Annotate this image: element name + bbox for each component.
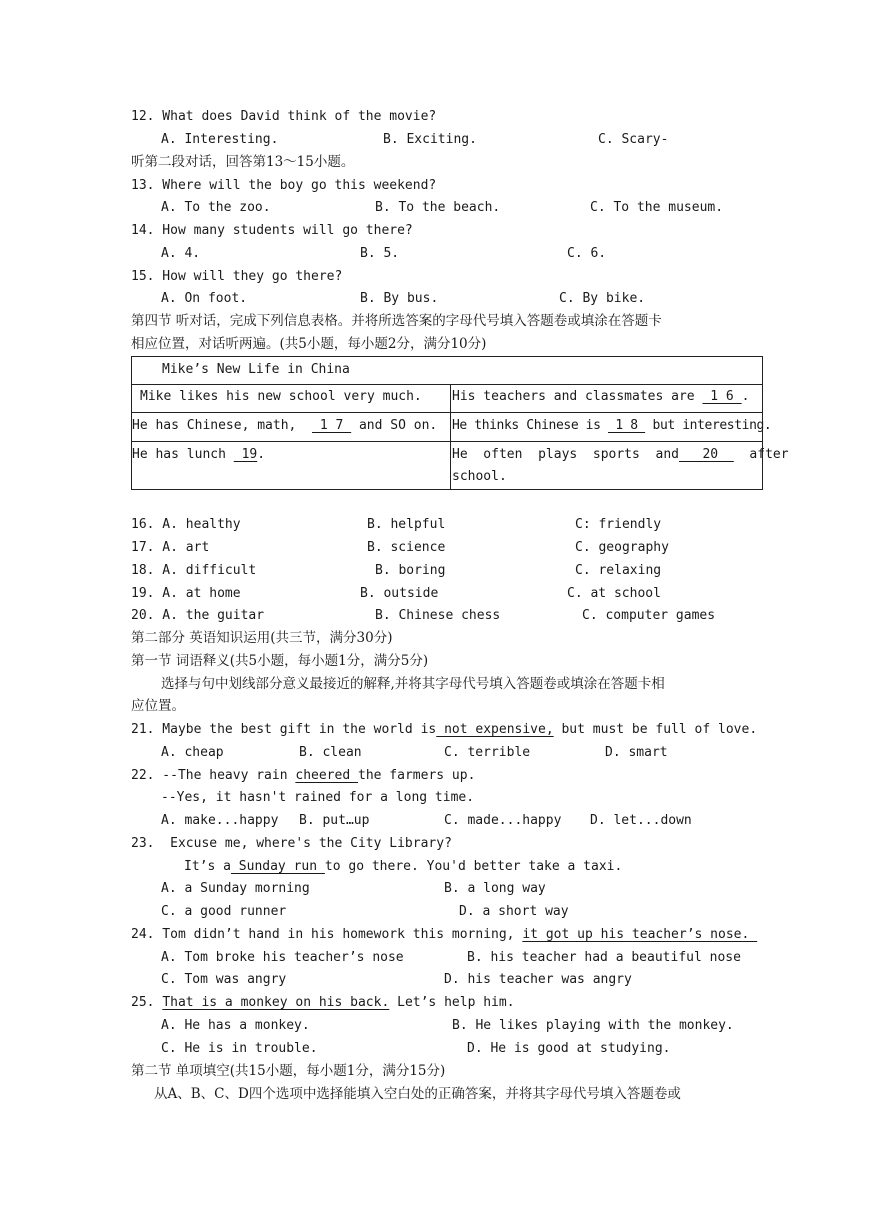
q14-option-c: C. 6. <box>567 246 607 261</box>
q15-option-c: C. By bike. <box>559 291 646 306</box>
blank-19: 19 <box>233 447 258 462</box>
q18-option-c: C. relaxing <box>575 563 662 578</box>
blank-20: 20 <box>678 447 734 462</box>
q21-option-c: C. terrible <box>444 745 531 760</box>
q24-option-b: B. his teacher had a beautiful nose <box>467 950 741 965</box>
q23-option-c: C. a good runner <box>161 904 287 919</box>
part4-heading-line2: 相应位置，对话听两遍。(共5小题，每小题2分，满分10分) <box>131 336 487 352</box>
table-column-divider <box>450 385 451 489</box>
q24-option-a: A. Tom broke his teacher’s nose <box>161 950 404 965</box>
q15-option-a: A. On foot. <box>161 291 248 306</box>
q16-option-c: C: friendly <box>575 517 662 532</box>
part2-heading: 第二部分 英语知识运用(共三节，满分30分) <box>131 630 393 646</box>
q18-option-b: B. boring <box>375 563 446 578</box>
q14-option-b: B. 5. <box>360 246 400 261</box>
q13-stem: 13. Where will the boy go this weekend? <box>131 178 437 193</box>
table-cell-r1c2: His teachers and classmates are 1 6 . <box>452 389 750 404</box>
section2-intro: 听第二段对话，回答第13～15小题。 <box>131 154 355 170</box>
blank-18: 1 8 <box>607 418 646 433</box>
q23-stem-line2: It’s a Sunday run to go there. You'd better take a taxi. <box>184 859 623 874</box>
section1-heading: 第一节 词语释义(共5小题，每小题1分，满分5分) <box>131 653 429 669</box>
part4-heading: 第四节 听对话，完成下列信息表格。并将所选答案的字母代号填入答题卷或填涂在答题卡 <box>131 313 662 329</box>
q23-option-a: A. a Sunday morning <box>161 881 310 896</box>
q17-option-a: 17. A. art <box>131 540 210 555</box>
q13-option-b: B. To the beach. <box>375 200 501 215</box>
q24-stem: 24. Tom didn’t hand in his homework this morning, it got up his teacher’s nose. <box>131 927 758 942</box>
table-cell-r2c1: He has Chinese, math, 1 7 and SO on. <box>132 418 438 433</box>
q19-option-c: C. at school <box>567 586 661 601</box>
q25-option-d: D. He is good at studying. <box>467 1041 671 1056</box>
q25-underlined-phrase: That is a monkey on his back. <box>162 995 390 1010</box>
q16-option-a: 16. A. healthy <box>131 517 241 532</box>
q25-option-a: A. He has a monkey. <box>161 1018 310 1033</box>
q13-option-c: C. To the museum. <box>590 200 724 215</box>
q22-stem-line2: --Yes, it hasn't rained for a long time. <box>161 790 475 805</box>
q25-option-c: C. He is in trouble. <box>161 1041 318 1056</box>
q23-stem: 23. Excuse me, where's the City Library? <box>131 836 452 851</box>
section1-instructions: 选择与句中划线部分意义最接近的解释,并将其字母代号填入答题卷或填涂在答题卡相 <box>161 676 665 692</box>
q22-underlined-phrase: cheered <box>295 768 358 783</box>
q17-option-b: B. science <box>367 540 446 555</box>
table-divider <box>132 384 762 385</box>
q12-stem: 12. What does David think of the movie? <box>131 109 437 124</box>
q22-option-c: C. made...happy <box>444 813 562 828</box>
blank-16: 1 6 <box>702 389 742 404</box>
table-divider <box>132 441 762 442</box>
q12-option-c: C. Scary- <box>598 132 669 147</box>
q15-option-b: B. By bus. <box>360 291 439 306</box>
q20-option-c: C. computer games <box>582 608 716 623</box>
q21-option-b: B. clean <box>299 745 362 760</box>
q23-option-d: D. a short way <box>459 904 569 919</box>
blank-17: 1 7 <box>312 418 352 433</box>
info-table <box>131 356 789 490</box>
q12-option-b: B. Exciting. <box>383 132 477 147</box>
q22-option-b: B. put…up <box>299 813 370 828</box>
q25-option-b: B. He likes playing with the monkey. <box>452 1018 734 1033</box>
q23-underlined-phrase: Sunday run <box>230 859 325 874</box>
table-cell-r3c2-line2: school. <box>452 469 507 484</box>
q15-stem: 15. How will they go there? <box>131 269 343 284</box>
table-cell-r2c2: He thinks Chinese is 1 8 but interesting. <box>452 418 772 433</box>
section2-heading: 第二节 单项填空(共15小题，每小题1分，满分15分) <box>131 1063 446 1079</box>
table-divider <box>132 412 762 413</box>
table-cell-r1c1: Mike likes his new school very much. <box>140 389 422 404</box>
q14-stem: 14. How many students will go there? <box>131 223 413 238</box>
q21-stem: 21. Maybe the best gift in the world is not expensive, but must be full of love. <box>131 722 758 737</box>
q12-option-a: A. Interesting. <box>161 132 279 147</box>
q21-option-a: A. cheap <box>161 745 224 760</box>
q19-option-b: B. outside <box>360 586 439 601</box>
section2-instructions: 从A、B、C、D四个选项中选择能填入空白处的正确答案，并将其字母代号填入答题卷或 <box>154 1086 681 1102</box>
q19-option-a: 19. A. at home <box>131 586 241 601</box>
q22-option-d: D. let...down <box>590 813 692 828</box>
q23-option-b: B. a long way <box>444 881 546 896</box>
q21-option-d: D. smart <box>605 745 668 760</box>
q20-option-a: 20. A. the guitar <box>131 608 265 623</box>
q25-stem: 25. That is a monkey on his back. Let’s help him. <box>131 995 515 1010</box>
q16-option-b: B. helpful <box>367 517 446 532</box>
q17-option-c: C. geography <box>575 540 669 555</box>
q20-option-b: B. Chinese chess <box>375 608 501 623</box>
table-cell-r3c2: He often plays sports and 20 after <box>452 447 789 462</box>
q22-option-a: A. make...happy <box>161 813 279 828</box>
q18-option-a: 18. A. difficult <box>131 563 257 578</box>
q24-underlined-phrase: it got up his teacher’s nose. <box>522 927 758 942</box>
q24-option-d: D. his teacher was angry <box>444 972 632 987</box>
section1-instructions-line2: 应位置。 <box>131 698 185 714</box>
q21-underlined-phrase: not expensive, <box>436 722 554 737</box>
q13-option-a: A. To the zoo. <box>161 200 271 215</box>
q22-stem: 22. --The heavy rain cheered the farmers up. <box>131 768 476 783</box>
q24-option-c: C. Tom was angry <box>161 972 287 987</box>
table-cell-r3c1: He has lunch 19. <box>132 447 266 462</box>
table-title: Mike’s New Life in China <box>162 362 350 377</box>
q14-option-a: A. 4. <box>161 246 201 261</box>
